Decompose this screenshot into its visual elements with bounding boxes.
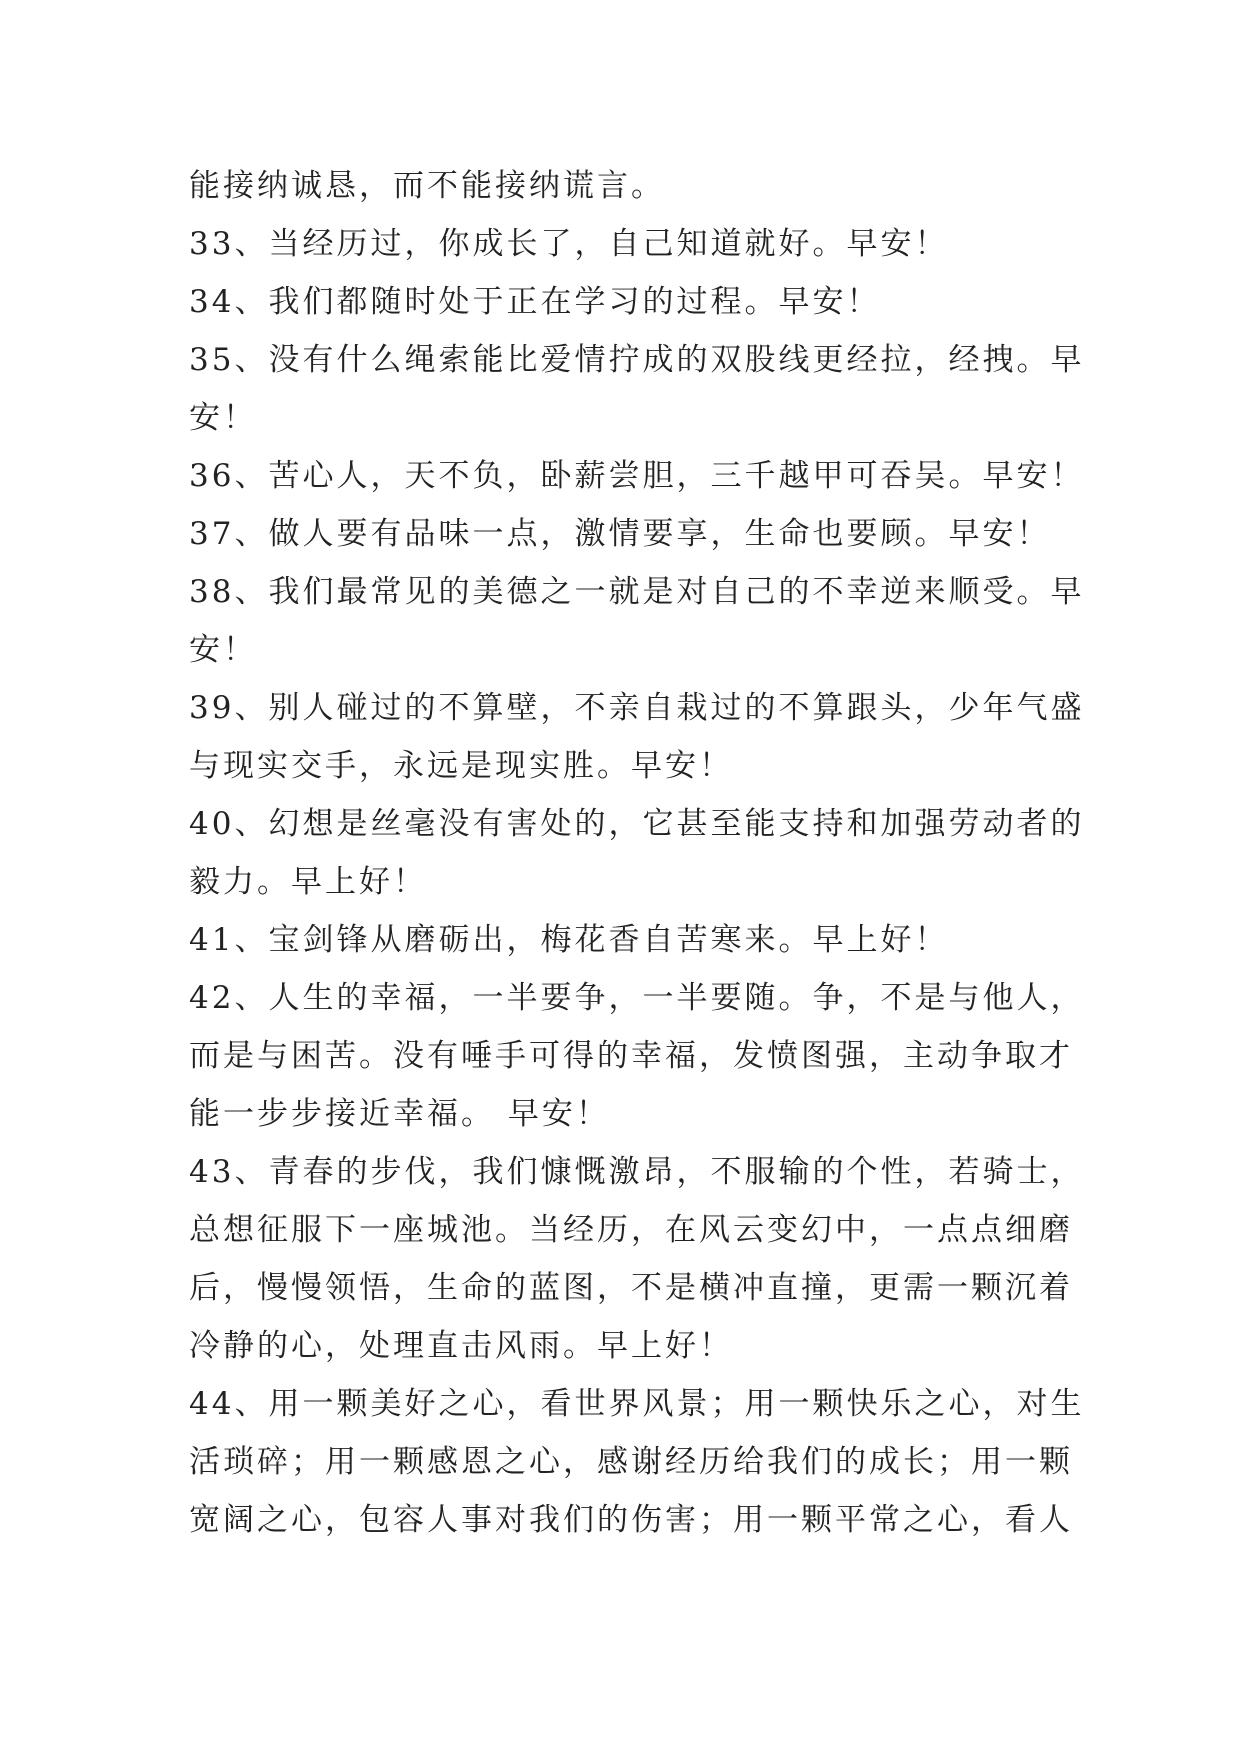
text-line: 能接纳诚恳，而不能接纳谎言。 bbox=[189, 168, 665, 204]
text-line: 41、宝剑锋从磨砺出，梅花香自苦寒来。早上好！ bbox=[189, 922, 949, 958]
text-line: 总想征服下一座城池。当经历，在风云变幻中，一点点细磨 bbox=[189, 1212, 1073, 1248]
text-line: 42、人生的幸福，一半要争，一半要随。争，不是与他人， bbox=[189, 980, 1085, 1016]
text-line: 与现实交手，永远是现实胜。早安！ bbox=[189, 748, 733, 784]
text-line: 43、青春的步伐，我们慷慨激昂，不服输的个性，若骑士， bbox=[189, 1154, 1085, 1190]
text-line: 40、幻想是丝毫没有害处的，它甚至能支持和加强劳动者的 bbox=[189, 806, 1085, 842]
document-body bbox=[189, 157, 1085, 1549]
text-line: 44、用一颗美好之心，看世界风景；用一颗快乐之心，对生 bbox=[189, 1386, 1085, 1422]
text-line: 后，慢慢领悟，生命的蓝图，不是横冲直撞，更需一颗沉着 bbox=[189, 1270, 1073, 1306]
text-line: 毅力。早上好！ bbox=[189, 864, 427, 900]
text-line: 34、我们都随时处于正在学习的过程。早安！ bbox=[189, 284, 881, 320]
text-line: 活琐碎；用一颗感恩之心，感谢经历给我们的成长；用一颗 bbox=[189, 1444, 1073, 1480]
text-line: 37、做人要有品味一点，激情要享，生命也要顾。早安！ bbox=[189, 516, 1051, 552]
text-line: 安！ bbox=[189, 400, 257, 436]
text-line: 能一步步接近幸福。 早安！ bbox=[189, 1096, 610, 1132]
text-line: 38、我们最常见的美德之一就是对自己的不幸逆来顺受。早 bbox=[189, 574, 1085, 610]
text-line: 36、苦心人，天不负，卧薪尝胆，三千越甲可吞吴。早安！ bbox=[189, 458, 1085, 494]
text-line: 安！ bbox=[189, 632, 257, 668]
text-line: 冷静的心，处理直击风雨。早上好！ bbox=[189, 1328, 733, 1364]
text-line: 39、别人碰过的不算壁，不亲自栽过的不算跟头，少年气盛 bbox=[189, 690, 1085, 726]
text-line: 而是与困苦。没有唾手可得的幸福，发愤图强，主动争取才 bbox=[189, 1038, 1073, 1074]
text-line: 33、当经历过，你成长了，自己知道就好。早安！ bbox=[189, 226, 949, 262]
text-line: 35、没有什么绳索能比爱情拧成的双股线更经拉，经拽。早 bbox=[189, 342, 1085, 378]
text-line: 宽阔之心，包容人事对我们的伤害；用一颗平常之心，看人 bbox=[189, 1502, 1073, 1538]
